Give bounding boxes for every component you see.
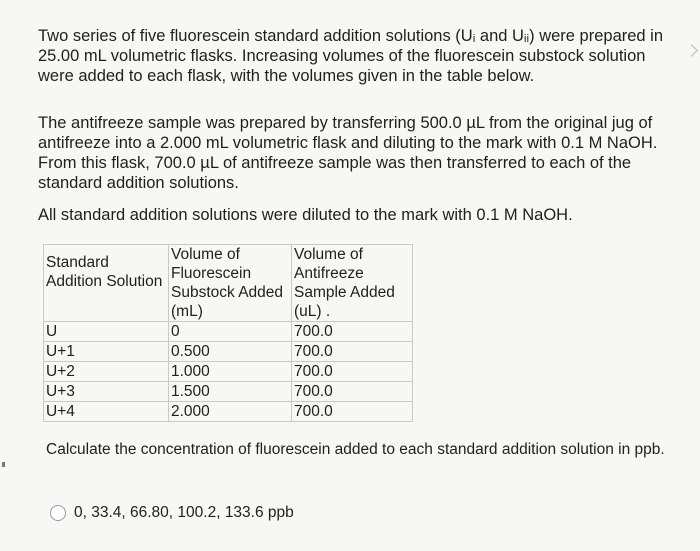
- scroll-chevron-icon: [685, 44, 698, 57]
- cell-antifreeze: 700.0: [292, 322, 413, 342]
- table-row: [44, 402, 413, 422]
- cell-fluorescein: 0.500: [169, 342, 292, 362]
- table-header-row: [44, 245, 413, 322]
- table-row: [44, 362, 413, 382]
- cell-antifreeze: 700.0: [292, 402, 413, 422]
- radio-button[interactable]: [50, 505, 66, 521]
- cell-fluorescein: 0: [169, 322, 292, 342]
- question-text: Calculate the concentration of fluorescein added to each standard addition solution in ppb.: [46, 441, 665, 458]
- header-antifreeze-volume: Volume of Antifreeze Sample Added (uL) .: [292, 245, 413, 322]
- table-row: [44, 382, 413, 402]
- dilution-paragraph: All standard addition solutions were diluted to the mark with 0.1 M NaOH.: [38, 206, 573, 224]
- edge-marker: [2, 462, 5, 467]
- cell-solution: U+1: [44, 342, 169, 362]
- antifreeze-paragraph: The antifreeze sample was prepared by transferring 500.0 µL from the original jug of antifreeze into a 2.000 mL volumetric flask and diluting to the mark with 0.1 M NaOH. From this flask, 700.0 µL of antifreeze sample was then transferred to each of the standard addition solutions.: [38, 114, 658, 192]
- cell-fluorescein: 2.000: [169, 402, 292, 422]
- cell-solution: U: [44, 322, 169, 342]
- table-row: [44, 322, 413, 342]
- cell-antifreeze: 700.0: [292, 382, 413, 402]
- table-row: [44, 342, 413, 362]
- cell-fluorescein: 1.500: [169, 382, 292, 402]
- intro-paragraph: Two series of five fluorescein standard addition solutions (Uᵢ and Uᵢᵢ) were prepared in 25.00 mL volumetric flasks. Increasing volumes of the fluorescein substock solution were added to each flask, with the volumes given in the table below.: [38, 27, 664, 85]
- cell-antifreeze: 700.0: [292, 362, 413, 382]
- cell-solution: U+4: [44, 402, 169, 422]
- cell-antifreeze: 700.0: [292, 342, 413, 362]
- header-standard-solution: Standard Addition Solution: [44, 245, 169, 322]
- answer-option[interactable]: [50, 504, 294, 522]
- cell-fluorescein: 1.000: [169, 362, 292, 382]
- answer-option-label: 0, 33.4, 66.80, 100.2, 133.6 ppb: [74, 504, 294, 521]
- cell-solution: U+2: [44, 362, 169, 382]
- cell-solution: U+3: [44, 382, 169, 402]
- volumes-table: [43, 244, 413, 422]
- header-fluorescein-volume: Volume of Fluorescein Substock Added (mL): [169, 245, 292, 322]
